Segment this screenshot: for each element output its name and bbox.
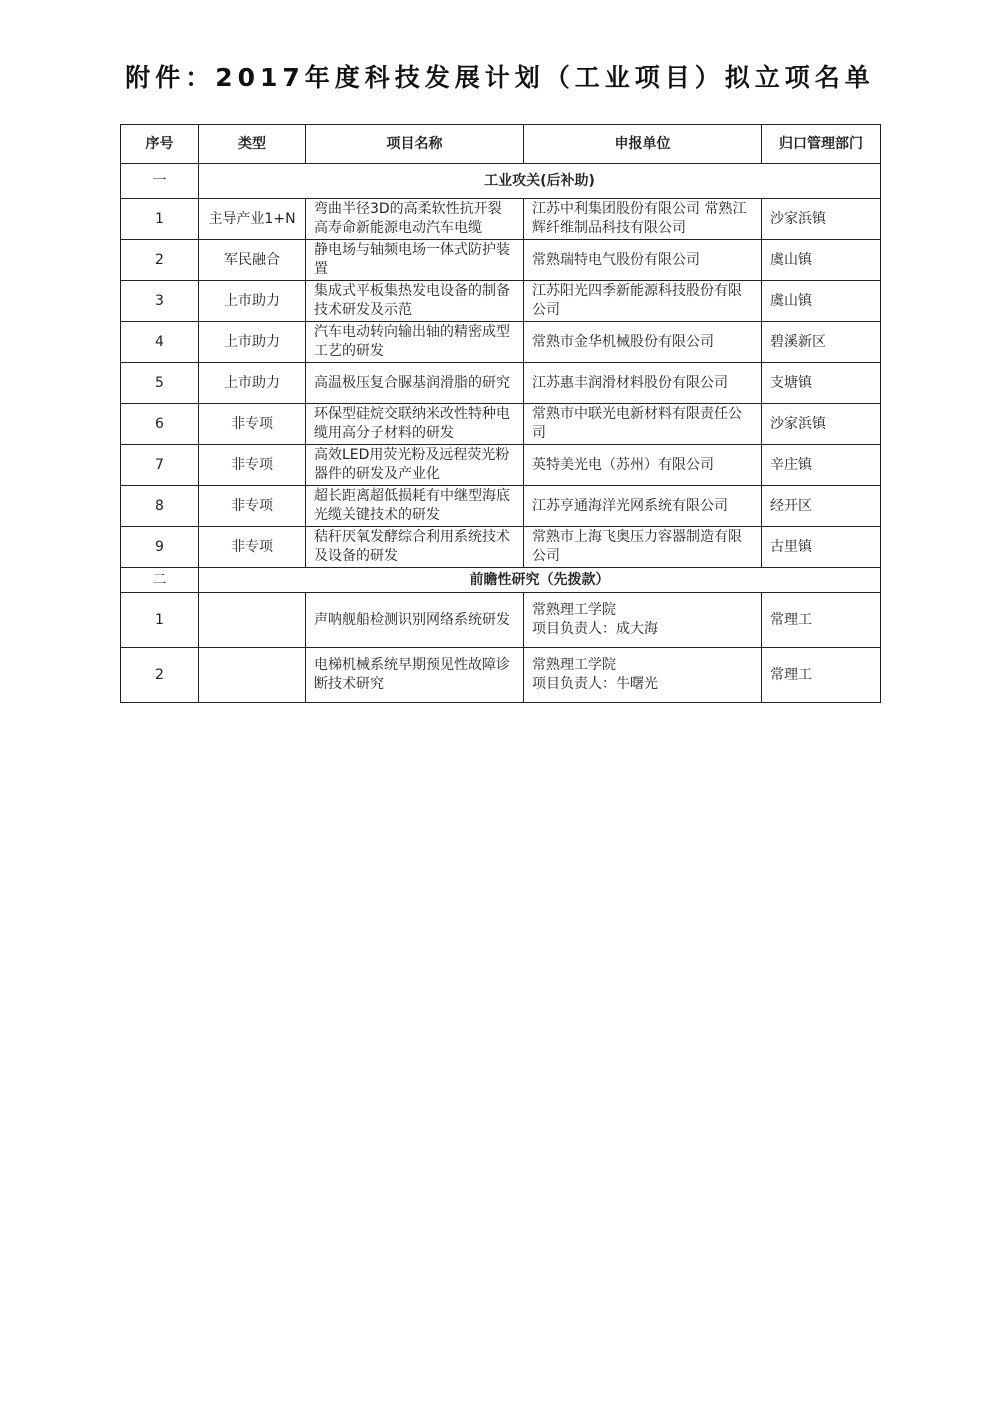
row-type: 主导产业1+N	[199, 199, 306, 240]
row-number: 2	[121, 648, 199, 703]
row-type: 非专项	[199, 445, 306, 486]
row-number: 4	[121, 322, 199, 363]
row-applicant: 英特美光电（苏州）有限公司	[524, 445, 762, 486]
header-department: 归口管理部门	[762, 125, 881, 164]
row-project-name: 集成式平板集热发电设备的制备技术研发及示范	[306, 281, 524, 322]
section-row	[121, 164, 881, 199]
row-applicant: 江苏亨通海洋光网系统有限公司	[524, 486, 762, 527]
section-index: 一	[121, 164, 199, 199]
row-type: 非专项	[199, 486, 306, 527]
row-department: 虞山镇	[762, 240, 881, 281]
row-applicant-cell	[524, 593, 762, 648]
row-type: 军民融合	[199, 240, 306, 281]
row-project-name: 高温极压复合脲基润滑脂的研究	[306, 363, 524, 404]
row-type: 上市助力	[199, 281, 306, 322]
table-row	[121, 199, 881, 240]
row-type: 非专项	[199, 527, 306, 568]
table-row	[121, 240, 881, 281]
row-department: 辛庄镇	[762, 445, 881, 486]
section-title: 前瞻性研究（先拨款）	[199, 568, 881, 593]
row-project-name: 秸秆厌氧发酵综合利用系统技术及设备的研发	[306, 527, 524, 568]
row-department: 沙家浜镇	[762, 404, 881, 445]
row-applicant: 常熟市金华机械股份有限公司	[524, 322, 762, 363]
row-applicant: 常熟市中联光电新材料有限责任公司	[524, 404, 762, 445]
header-type: 类型	[199, 125, 306, 164]
section-index: 二	[121, 568, 199, 593]
section-title: 工业攻关(后补助)	[199, 164, 881, 199]
row-type: 上市助力	[199, 322, 306, 363]
table-row	[121, 281, 881, 322]
table-row	[121, 322, 881, 363]
row-project-name: 静电场与轴频电场一体式防护装置	[306, 240, 524, 281]
table-row	[121, 404, 881, 445]
row-project-name: 电梯机械系统早期预见性故障诊断技术研究	[306, 648, 524, 703]
row-project-leader: 项目负责人：成大海	[532, 621, 658, 637]
row-applicant: 江苏阳光四季新能源科技股份有限公司	[524, 281, 762, 322]
row-applicant-cell	[524, 648, 762, 703]
row-project-name: 超长距离超低损耗有中继型海底光缆关键技术的研发	[306, 486, 524, 527]
row-project-name: 高效LED用荧光粉及远程荧光粉器件的研发及产业化	[306, 445, 524, 486]
row-department: 沙家浜镇	[762, 199, 881, 240]
table-header-row	[121, 125, 881, 164]
row-applicant: 江苏惠丰润滑材料股份有限公司	[524, 363, 762, 404]
row-number: 2	[121, 240, 199, 281]
row-number: 3	[121, 281, 199, 322]
section-row	[121, 568, 881, 593]
row-number: 1	[121, 593, 199, 648]
row-project-name: 汽车电动转向输出轴的精密成型工艺的研发	[306, 322, 524, 363]
table-row	[121, 648, 881, 703]
row-department: 常理工	[762, 593, 881, 648]
row-department: 古里镇	[762, 527, 881, 568]
table-row	[121, 445, 881, 486]
row-number: 6	[121, 404, 199, 445]
row-type	[199, 593, 306, 648]
row-number: 9	[121, 527, 199, 568]
header-project-name: 项目名称	[306, 125, 524, 164]
project-list-table	[120, 124, 881, 703]
row-department: 虞山镇	[762, 281, 881, 322]
row-applicant: 常熟理工学院	[532, 657, 616, 673]
row-project-name: 声呐舰船检测识别网络系统研发	[306, 593, 524, 648]
row-department: 碧溪新区	[762, 322, 881, 363]
row-project-name: 弯曲半径3D的高柔软性抗开裂高寿命新能源电动汽车电缆	[306, 199, 524, 240]
table-row	[121, 527, 881, 568]
row-type: 非专项	[199, 404, 306, 445]
row-type	[199, 648, 306, 703]
header-serial: 序号	[121, 125, 199, 164]
row-type: 上市助力	[199, 363, 306, 404]
row-number: 1	[121, 199, 199, 240]
table-body	[121, 164, 881, 703]
row-applicant: 江苏中利集团股份有限公司 常熟江辉纤维制品科技有限公司	[524, 199, 762, 240]
row-applicant: 常熟瑞特电气股份有限公司	[524, 240, 762, 281]
header-applicant: 申报单位	[524, 125, 762, 164]
row-department: 支塘镇	[762, 363, 881, 404]
row-number: 7	[121, 445, 199, 486]
row-applicant: 常熟理工学院	[532, 602, 616, 618]
row-number: 5	[121, 363, 199, 404]
document-title: 附件：2017年度科技发展计划（工业项目）拟立项名单	[125, 63, 875, 92]
table-row	[121, 486, 881, 527]
row-project-name: 环保型硅烷交联纳米改性特种电缆用高分子材料的研发	[306, 404, 524, 445]
table-row	[121, 593, 881, 648]
row-department: 经开区	[762, 486, 881, 527]
row-applicant: 常熟市上海飞奥压力容器制造有限公司	[524, 527, 762, 568]
table-row	[121, 363, 881, 404]
row-project-leader: 项目负责人：牛曙光	[532, 676, 658, 692]
row-department: 常理工	[762, 648, 881, 703]
row-number: 8	[121, 486, 199, 527]
